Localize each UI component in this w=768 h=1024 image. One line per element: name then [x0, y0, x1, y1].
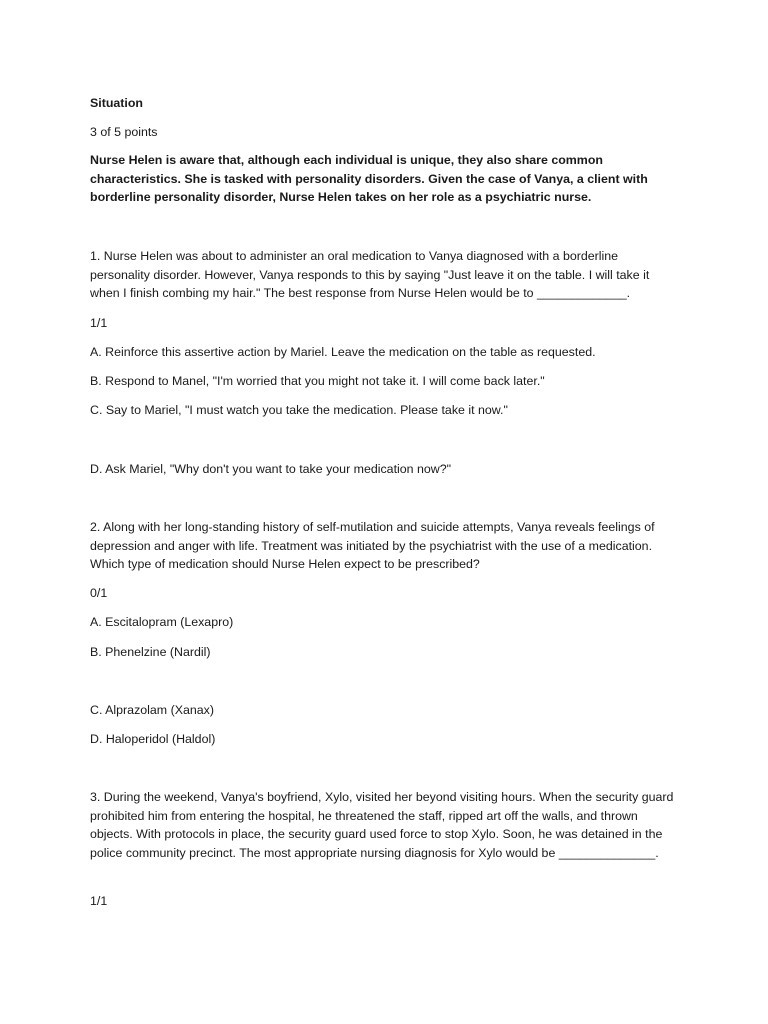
question-2-text: 2. Along with her long-standing history of self-mutilation and suicide attempts, Vanya reveals feelings of depression and anger with life. Treatment was initiated by the psychiatrist with the use of a medication. Which type of medication should Nurse Helen expect to be prescribed? [90, 520, 658, 571]
question-1-option-d: D. Ask Mariel, "Why don't you want to take your medication now?" [90, 462, 452, 476]
question-1-option-a: A. Reinforce this assertive action by Mariel. Leave the medication on the table as requested. [90, 345, 596, 359]
section-score: 3 of 5 points [90, 125, 158, 139]
question-2-score: 0/1 [90, 586, 108, 600]
question-2-option-c: C. Alprazolam (Xanax) [90, 703, 214, 717]
section-title: Situation [90, 96, 143, 110]
situation-intro: Nurse Helen is aware that, although each individual is unique, they also share common characteristics. She is tasked with personality disorders. Given the case of Vanya, a client with borderline personality disorder, Nurse Helen takes on her role as a psychiatric nurse. [90, 153, 652, 204]
question-1-text: 1. Nurse Helen was about to administer an oral medication to Vanya diagnosed with a borderline personality disorder. However, Vanya responds to this by saying "Just leave it on the table. I will take it when I finish combing my hair." The best response from Nurse Helen would be to _____________. [90, 249, 653, 300]
question-3-text: 3. During the weekend, Vanya's boyfriend, Xylo, visited her beyond visiting hours. When the security guard prohibited him from entering the hospital, he threatened the staff, ripped art off the walls, and thrown objects. With protocols in place, the security guard used force to stop Xylo. Soon, he was detained in the police community precinct. The most appropriate nursing diagnosis for Xylo would be ______________. [90, 790, 677, 860]
question-1-option-c: C. Say to Mariel, "I must watch you take the medication. Please take it now." [90, 403, 508, 417]
question-2-option-b: B. Phenelzine (Nardil) [90, 645, 211, 659]
question-2-option-a: A. Escitalopram (Lexapro) [90, 615, 234, 629]
question-1-option-b: B. Respond to Manel, "I'm worried that you might not take it. I will come back later." [90, 374, 545, 388]
question-1-score: 1/1 [90, 316, 108, 330]
question-2-option-d: D. Haloperidol (Haldol) [90, 732, 216, 746]
question-3-score: 1/1 [90, 894, 108, 908]
